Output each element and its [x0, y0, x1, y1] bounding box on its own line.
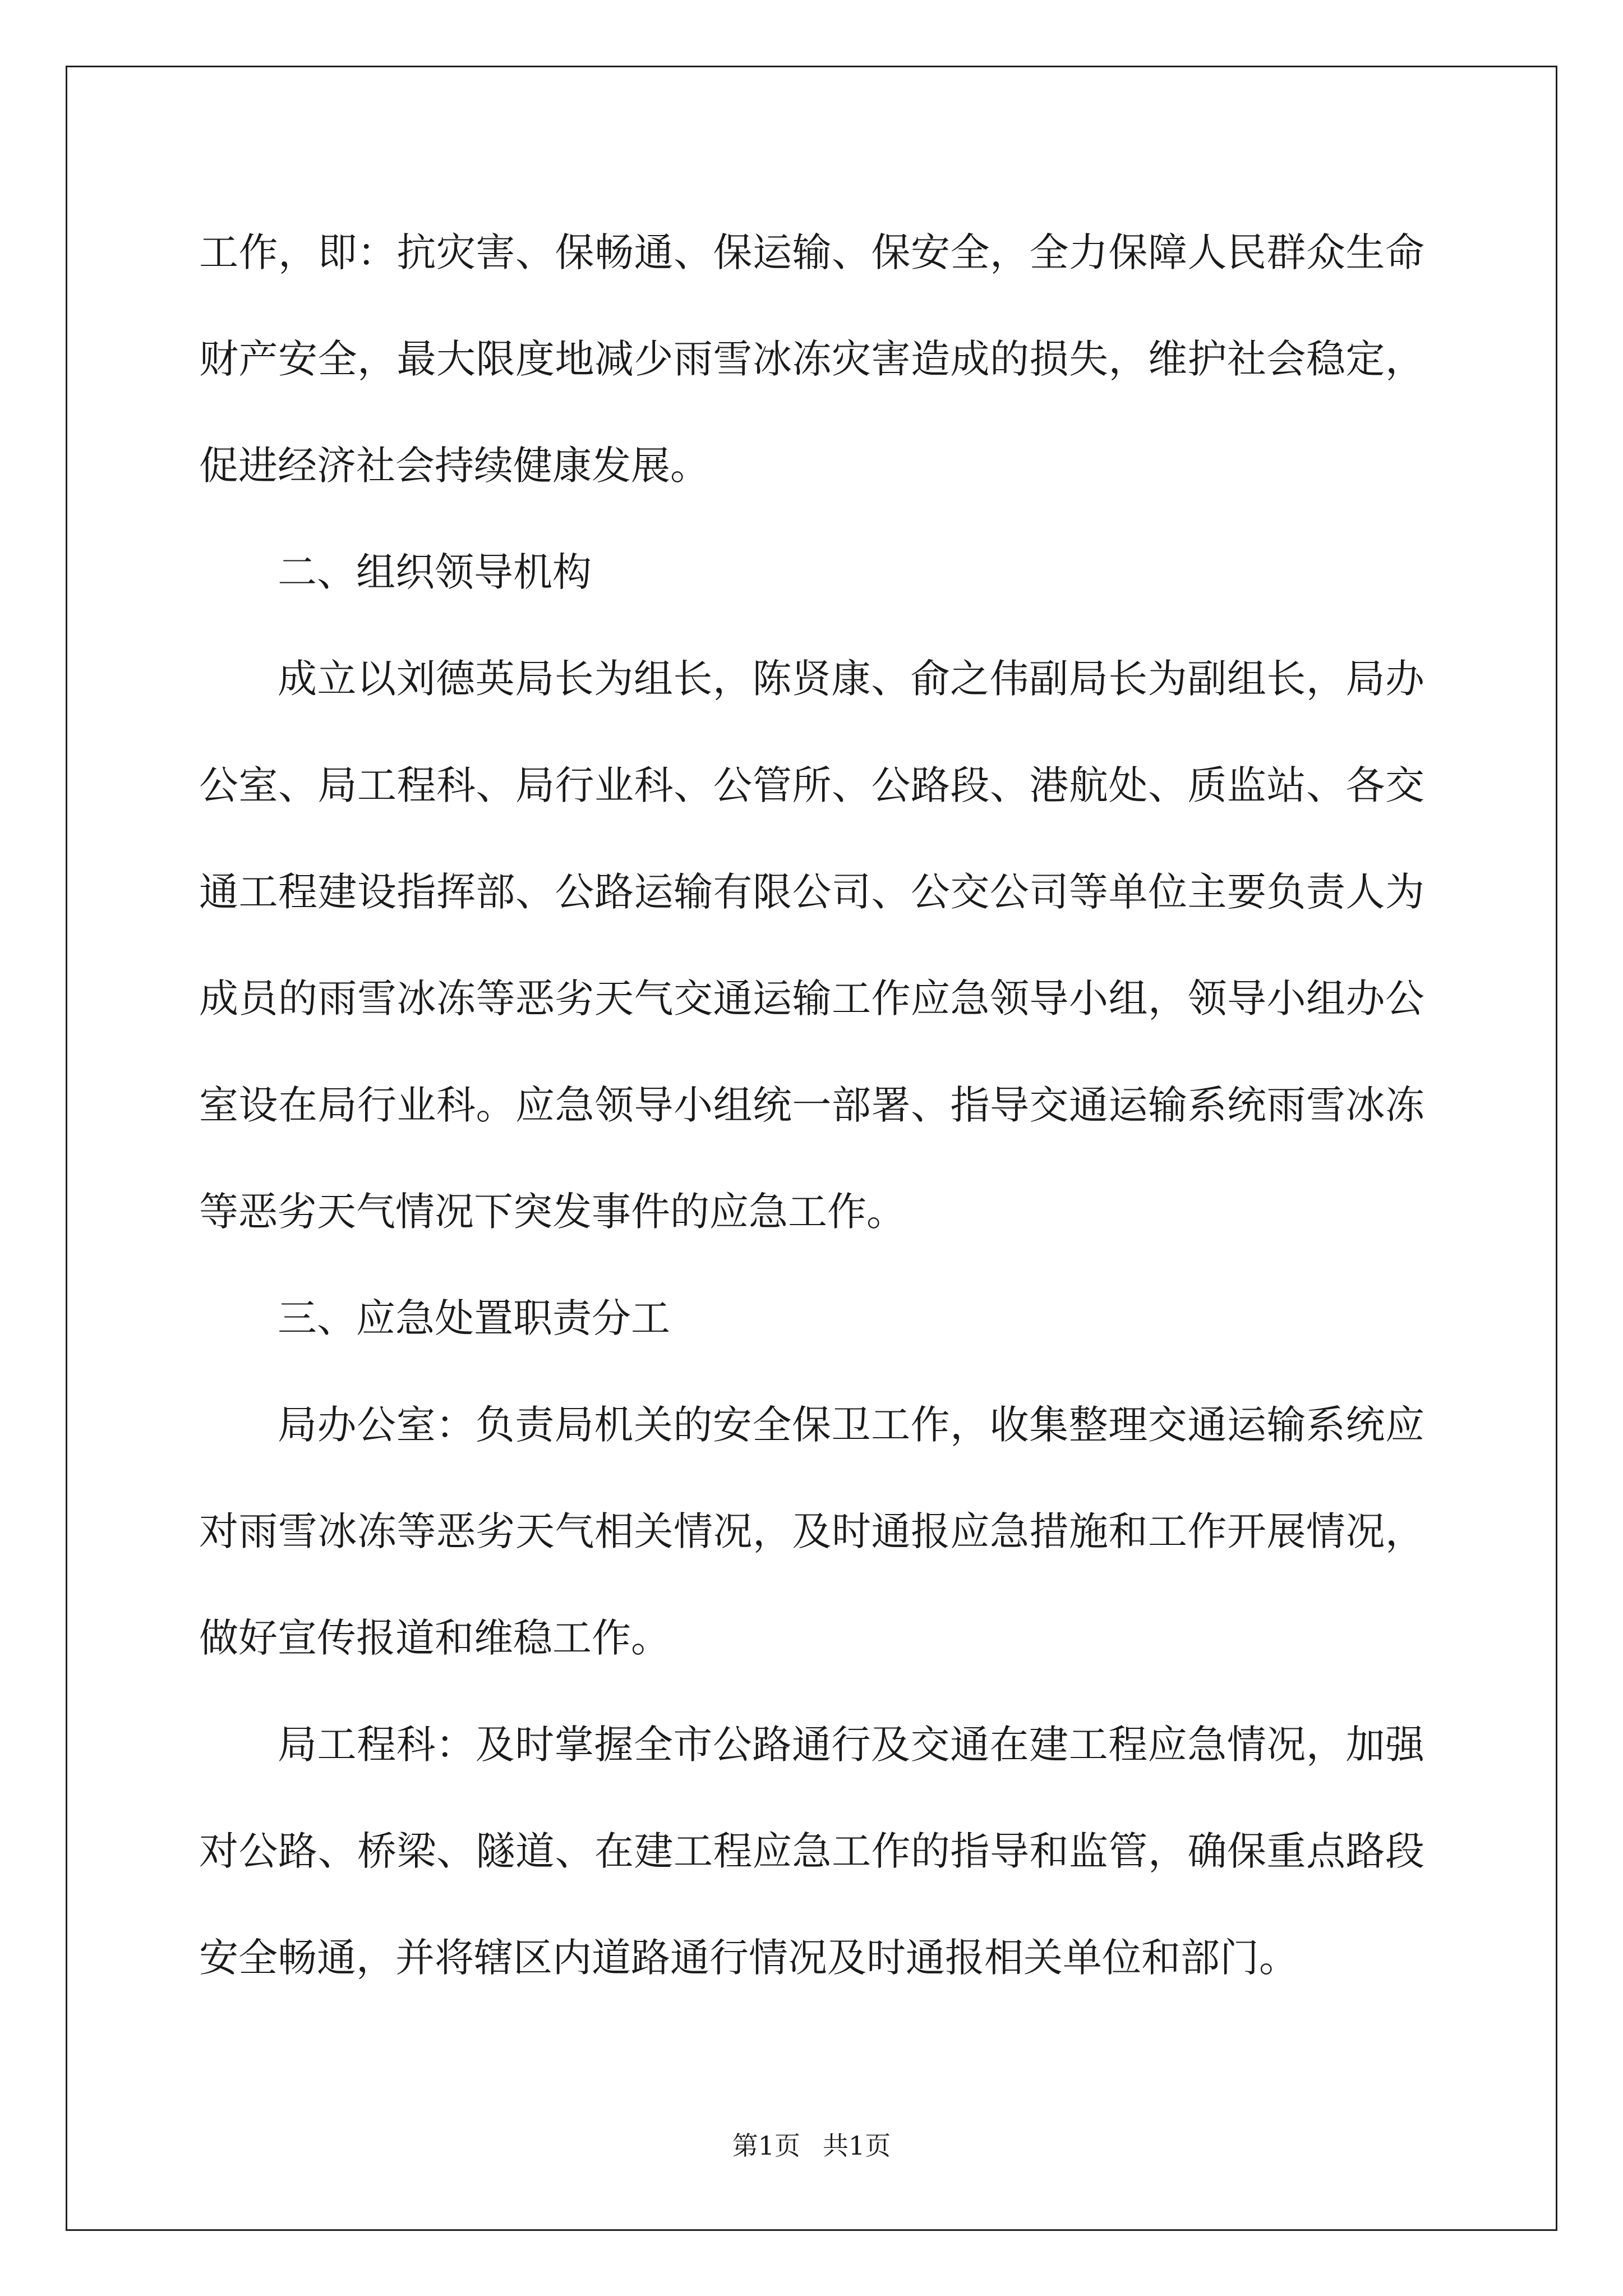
- paragraph-office-duties: 局办公室：负责局机关的安全保卫工作，收集整理交通运输系统应对雨雪冰冻等恶劣天气相关情况，及时通报应急措施和工作开展情况，做好宣传报道和维稳工作。: [199, 1402, 1424, 1661]
- page-number: 第1页: [732, 2131, 800, 2161]
- document-body: [199, 199, 1424, 2011]
- paragraph-intro-continued: 工作，即：抗灾害、保畅通、保运输、保安全，全力保障人民群众生命财产安全，最大限度地减少雨雪冰冻灾害造成的损失，维护社会稳定，促进经济社会持续健康发展。: [199, 229, 1424, 489]
- section-heading-responsibilities: 三、应急处置职责分工: [278, 1295, 670, 1341]
- section-heading-organization: 二、组织领导机构: [278, 549, 592, 595]
- page-total: 共1页: [823, 2131, 891, 2161]
- paragraph-organization: 成立以刘德英局长为组长，陈贤康、俞之伟副局长为副组长，局办公室、局工程科、局行业科、公管所、公路段、港航处、质监站、各交通工程建设指挥部、公路运输有限公司、公交公司等单位主要负责人为成员的雨雪冰冻等恶劣天气交通运输工作应急领导小组，领导小组办公室设在局行业科。应急领导小组统一部署、指导交通运输系统雨雪冰冻等恶劣天气情况下突发事件的应急工作。: [199, 656, 1424, 1235]
- page-footer: [0, 2129, 1623, 2162]
- paragraph-engineering-duties: 局工程科：及时掌握全市公路通行及交通在建工程应急情况，加强对公路、桥梁、隧道、在建工程应急工作的指导和监管，确保重点路段安全畅通，并将辖区内道路通行情况及时通报相关单位和部门。: [199, 1722, 1424, 1981]
